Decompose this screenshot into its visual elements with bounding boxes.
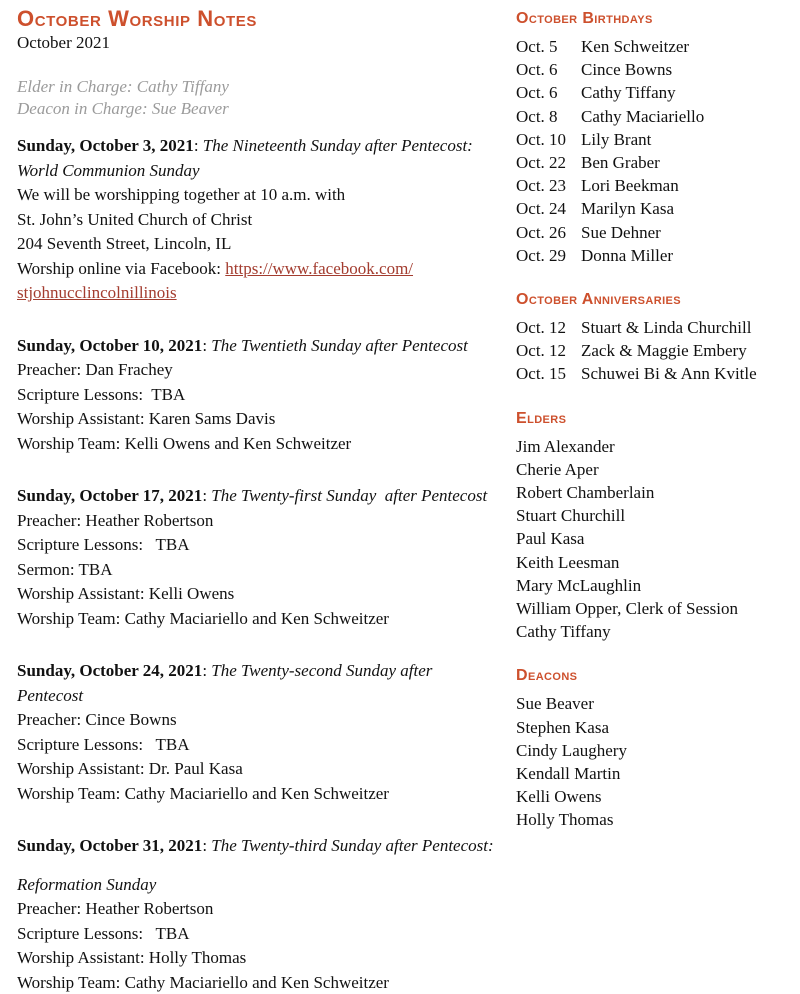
elder-name: Mary McLaughlin [516,575,642,595]
service-detail: We will be worshipping together at 10 a.m. with [17,185,346,204]
birthday-date: Oct. 24 [516,199,567,219]
service-detail: Preacher: Heather Robertson [17,510,214,530]
service-date: Sunday, October 24, 2021 [17,661,203,680]
deacons-section [516,665,788,831]
service-detail: Sermon: TBA [17,559,113,579]
birthday-row [516,81,788,104]
service-oct-17 [17,484,501,631]
service-detail: Worship Assistant: Dr. Paul Kasa [17,759,243,778]
service-heading [17,134,501,159]
birthday-row [516,221,788,244]
service-title: The Twenty-first Sunday after Pentecost [211,486,488,505]
service-title-line2: Pentecost [17,685,84,705]
service-detail: Worship Assistant: Karen Sams Davis [17,409,276,428]
birthday-name: Lori Beekman [581,176,679,196]
birthday-date: Oct. 29 [516,245,567,265]
elders-heading: Elders [516,409,567,427]
separator: : [202,661,212,680]
birthday-name: Ben Graber [581,153,660,173]
birthday-name: Donna Miller [581,245,674,265]
elder-name: Cathy Tiffany [516,622,611,642]
anniversaries-heading: October Anniversaries [516,291,682,309]
in-charge-block [17,76,501,120]
service-detail: Preacher: Cince Bowns [17,710,177,729]
birthday-name: Lily Brant [581,129,652,149]
lists-column [516,8,788,832]
elder-name: Jim Alexander [516,436,615,456]
anniversary-date: Oct. 12 [516,318,567,338]
birthday-date: Oct. 8 [516,106,558,126]
service-detail: Preacher: Heather Robertson [17,899,214,918]
service-detail: 204 Seventh Street, Lincoln, IL [17,234,232,253]
birthday-date: Oct. 6 [516,60,558,80]
deacon-name: Sue Beaver [516,694,594,714]
service-detail: Scripture Lessons: TBA [17,923,190,943]
service-heading [17,484,501,509]
service-oct-10 [17,334,501,457]
service-detail: Worship Team: Cathy Maciariello and Ken Schweitzer [17,783,389,803]
anniversary-row [516,339,788,362]
deacon-name: Stephen Kasa [516,717,610,737]
elders-section [516,408,788,644]
birthday-date: Oct. 23 [516,176,567,196]
birthday-date: Oct. 26 [516,222,567,242]
separator: : [202,486,212,505]
service-detail: Scripture Lessons: TBA [17,384,186,404]
service-date: Sunday, October 17, 2021 [17,486,203,505]
service-detail: Scripture Lessons: TBA [17,734,190,754]
deacons-heading: Deacons [516,667,578,685]
anniversary-row [516,362,788,385]
separator: : [202,335,212,355]
facebook-link[interactable]: https://www.facebook.com/ [225,258,414,278]
service-detail [17,281,501,306]
anniversary-name: Zack & Maggie Embery [581,341,747,361]
link-prefix: Worship online via Facebook: [17,258,226,278]
birthday-row [516,58,788,81]
service-detail: Scripture Lessons: TBA [17,535,190,554]
birthday-name: Sue Dehner [581,222,661,242]
service-detail: St. John’s United Church of Christ [17,209,253,229]
deacon-name: Kendall Martin [516,764,621,784]
service-date: Sunday, October 3, 2021 [17,136,194,155]
service-heading [17,659,501,684]
service-title-line2: Reformation Sunday [17,874,157,894]
birthday-name: Cathy Maciariello [581,106,705,126]
birthday-name: Marilyn Kasa [581,199,675,219]
service-oct-24 [17,659,501,806]
birthday-date: Oct. 6 [516,83,558,103]
deacon-name: Kelli Owens [516,787,602,807]
birthdays-heading: October Birthdays [516,10,653,27]
birthday-date: Oct. 22 [516,153,567,173]
birthday-row [516,151,788,174]
separator: : [202,836,212,855]
service-date: Sunday, October 31, 2021 [17,836,203,855]
birthday-name: Cathy Tiffany [581,83,676,103]
elder-name: Stuart Churchill [516,506,626,526]
anniversary-row [516,316,788,339]
deacon-name: Holly Thomas [516,810,614,830]
birthday-row [516,35,788,58]
service-detail: Preacher: Dan Frachey [17,360,173,379]
birthday-row [516,105,788,128]
birthday-name: Ken Schweitzer [581,37,690,56]
deacon-name: Cindy Laughery [516,740,627,760]
page-subtitle: October 2021 [17,33,111,52]
birthdays-section [516,8,788,267]
anniversary-date: Oct. 15 [516,364,567,384]
elder-name: Keith Leesman [516,552,620,572]
elder-name: Paul Kasa [516,529,585,549]
birthday-name: Cince Bowns [581,60,673,80]
service-date: Sunday, October 10, 2021 [17,335,203,355]
elder-in-charge: Elder in Charge: Cathy Tiffany [17,77,229,96]
service-title: The Twenty-second Sunday after [211,661,433,680]
service-detail: Worship Assistant: Holly Thomas [17,948,247,967]
service-title-line2: World Communion Sunday [17,160,200,180]
service-oct-3 [17,134,501,306]
service-title: The Nineteenth Sunday after Pentecost: [202,136,473,155]
facebook-link-continued[interactable]: stjohnucclincolnillinois [17,283,177,302]
service-heading [17,334,501,359]
service-detail: Worship Team: Kelli Owens and Ken Schweitzer [17,433,352,453]
service-title: The Twentieth Sunday after Pentecost [211,335,468,355]
anniversary-name: Schuwei Bi & Ann Kvitle [581,364,757,384]
birthday-date: Oct. 5 [516,37,558,56]
service-detail: Worship Assistant: Kelli Owens [17,584,235,603]
birthday-row [516,244,788,267]
service-title: The Twenty-third Sunday after Pentecost: [211,836,494,855]
service-oct-31 [17,834,501,994]
separator: : [193,136,203,155]
deacon-in-charge: Deacon in Charge: Sue Beaver [17,99,229,118]
elder-name: William Opper, Clerk of Session [516,599,738,619]
elder-name: Cherie Aper [516,459,599,479]
service-detail [17,257,501,282]
birthday-row [516,174,788,197]
elder-name: Robert Chamberlain [516,483,655,503]
anniversary-date: Oct. 12 [516,341,567,361]
page-title: October Worship Notes [17,6,258,31]
services-list [17,134,501,994]
service-detail: Worship Team: Cathy Maciariello and Ken Schweitzer [17,608,389,628]
service-heading [17,834,501,859]
birthday-row [516,128,788,151]
worship-notes-column [17,6,501,994]
service-detail: Worship Team: Cathy Maciariello and Ken Schweitzer [17,972,389,992]
birthday-date: Oct. 10 [516,129,567,149]
birthday-row [516,197,788,220]
anniversaries-section [516,289,788,386]
anniversary-name: Stuart & Linda Churchill [581,318,752,338]
